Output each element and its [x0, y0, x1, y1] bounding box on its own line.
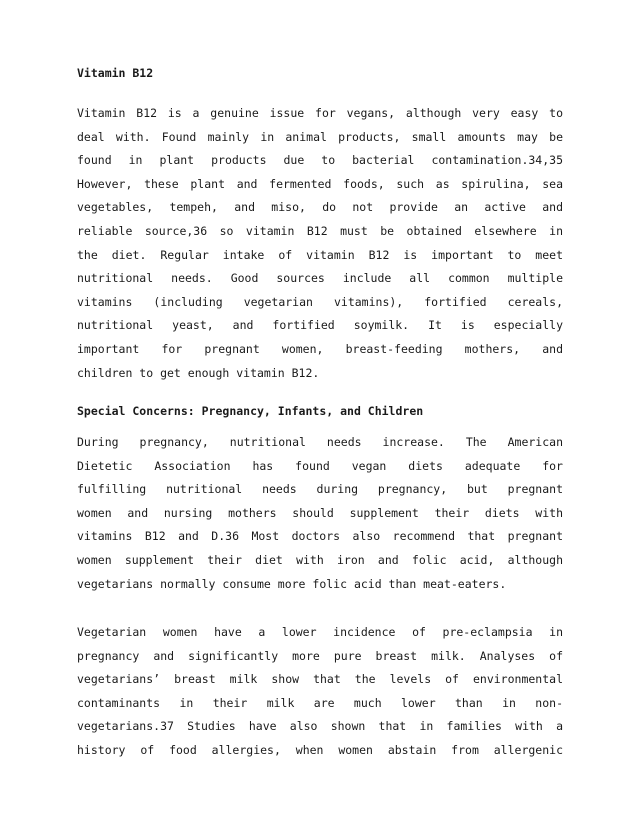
paragraph-line: Dietetic Association has found vegan diets adequate for [77, 458, 563, 473]
paragraph-line: nutritional needs. Good sources include all common multiple [77, 271, 563, 286]
paragraph-line: nutritional yeast, and fortified soymilk. It is especially [77, 318, 563, 333]
paragraph-line: pregnancy and significantly more pure breast milk. Analyses of [77, 648, 563, 663]
paragraph-line: the diet. Regular intake of vitamin B12 is important to meet [77, 247, 563, 262]
paragraph-line: vegetarians normally consume more folic acid than meat-eaters. [77, 576, 507, 591]
paragraph-vitamin-b12 [77, 102, 563, 385]
paragraph-line: children to get enough vitamin B12. [77, 365, 320, 380]
paragraph-line: vegetarians’ breast milk show that the levels of environmental [77, 672, 563, 687]
paragraph-line: women supplement their diet with iron and folic acid, although [77, 552, 563, 567]
paragraph-line: found in plant products due to bacterial contamination.34,35 [77, 153, 563, 168]
paragraph-line: Vegetarian women have a lower incidence of pre-eclampsia in [77, 625, 563, 639]
paragraph-line: vitamins B12 and D.36 Most doctors also recommend that pregnant [77, 529, 563, 544]
section-heading-special-concerns: Special Concerns: Pregnancy, Infants, and Children [77, 404, 424, 418]
paragraph-breast-milk [77, 621, 563, 763]
paragraph-pregnancy-needs [77, 431, 563, 596]
paragraph-line: contaminants in their milk are much lower than in non- [77, 695, 563, 710]
paragraph-line: reliable source,36 so vitamin B12 must be obtained elsewhere in [77, 223, 563, 238]
paragraph-line: vegetables, tempeh, and miso, do not provide an active and [77, 200, 563, 215]
paragraph-line: However, these plant and fermented foods, such as spirulina, sea [77, 176, 563, 191]
paragraph-line: deal with. Found mainly in animal products, small amounts may be [77, 129, 563, 144]
paragraph-line: women and nursing mothers should supplement their diets with [77, 505, 563, 520]
paragraph-line: important for pregnant women, breast-feeding mothers, and [77, 341, 563, 356]
paragraph-line: Vitamin B12 is a genuine issue for vegans, although very easy to [77, 106, 563, 120]
paragraph-line: history of food allergies, when women abstain from allergenic [77, 742, 563, 757]
paragraph-line: fulfilling nutritional needs during pregnancy, but pregnant [77, 482, 563, 497]
paragraph-line: During pregnancy, nutritional needs increase. The American [77, 435, 563, 449]
section-heading-vitamin-b12: Vitamin B12 [77, 66, 154, 80]
paragraph-line: vegetarians.37 Studies have also shown that in families with a [77, 719, 563, 734]
paragraph-line: vitamins (including vegetarian vitamins), fortified cereals, [77, 294, 563, 309]
